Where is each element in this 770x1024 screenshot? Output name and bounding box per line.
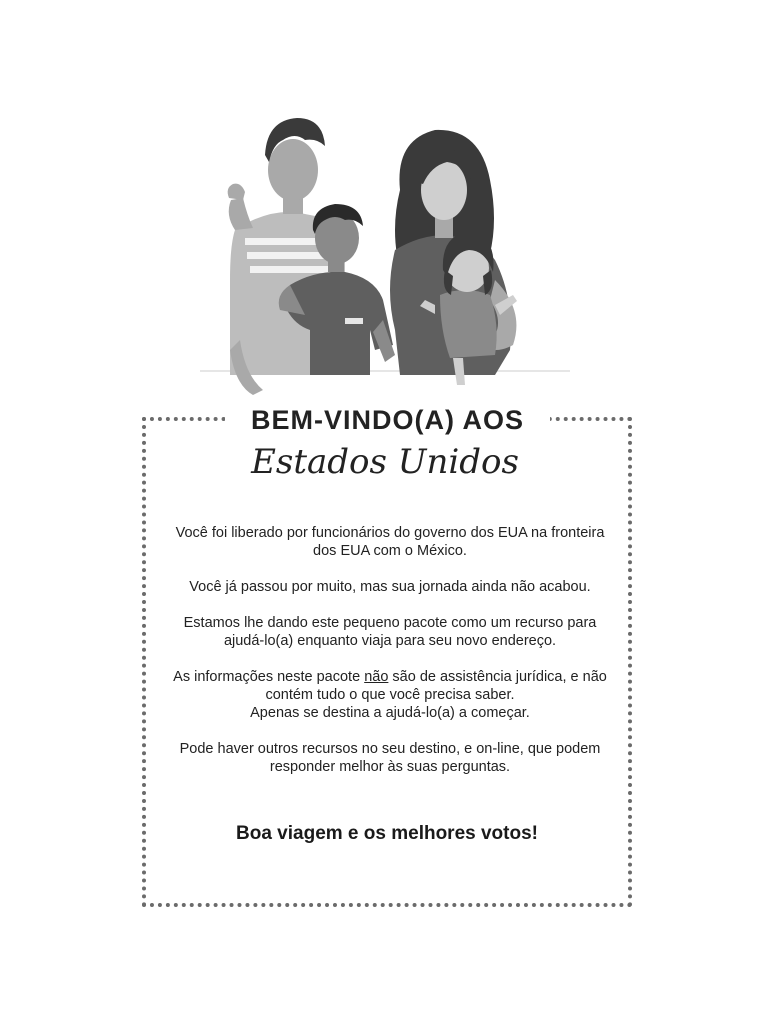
paragraph-4-start: As informações neste pacote: [173, 669, 365, 685]
paragraph-3: Estamos lhe dando este pequeno pacote como um recurso para ajudá-lo(a) enquanto viaja para seu novo endereço.: [183, 615, 597, 649]
paragraph-2: Você já passou por muito, mas sua jornada ainda não acabou.: [189, 579, 591, 595]
paragraph-1: Você foi liberado por funcionários do governo dos EUA na fronteira dos EUA com o México.: [175, 525, 605, 559]
paragraph-4-line2: Apenas se destina a ajudá-lo(a) a começar.: [250, 705, 530, 721]
paragraph-5: Pode haver outros recursos no seu destino, e on-line, que podem responder melhor às suas perguntas.: [179, 741, 601, 775]
page-subtitle-script: Estados Unidos: [251, 442, 519, 482]
paragraph-4-end: são de assistência jurídica, e não contém tudo o que você precisa saber.: [265, 669, 607, 703]
title-block: [225, 402, 550, 438]
closing-message: Boa viagem e os melhores votos!: [236, 823, 538, 844]
body-text: [165, 524, 615, 794]
page-title: BEM-VINDO(A) AOS: [251, 405, 524, 435]
family-illustration-icon: [195, 100, 575, 400]
paragraph-4: [165, 668, 615, 722]
paragraph-4-emphasis: não: [364, 669, 389, 685]
